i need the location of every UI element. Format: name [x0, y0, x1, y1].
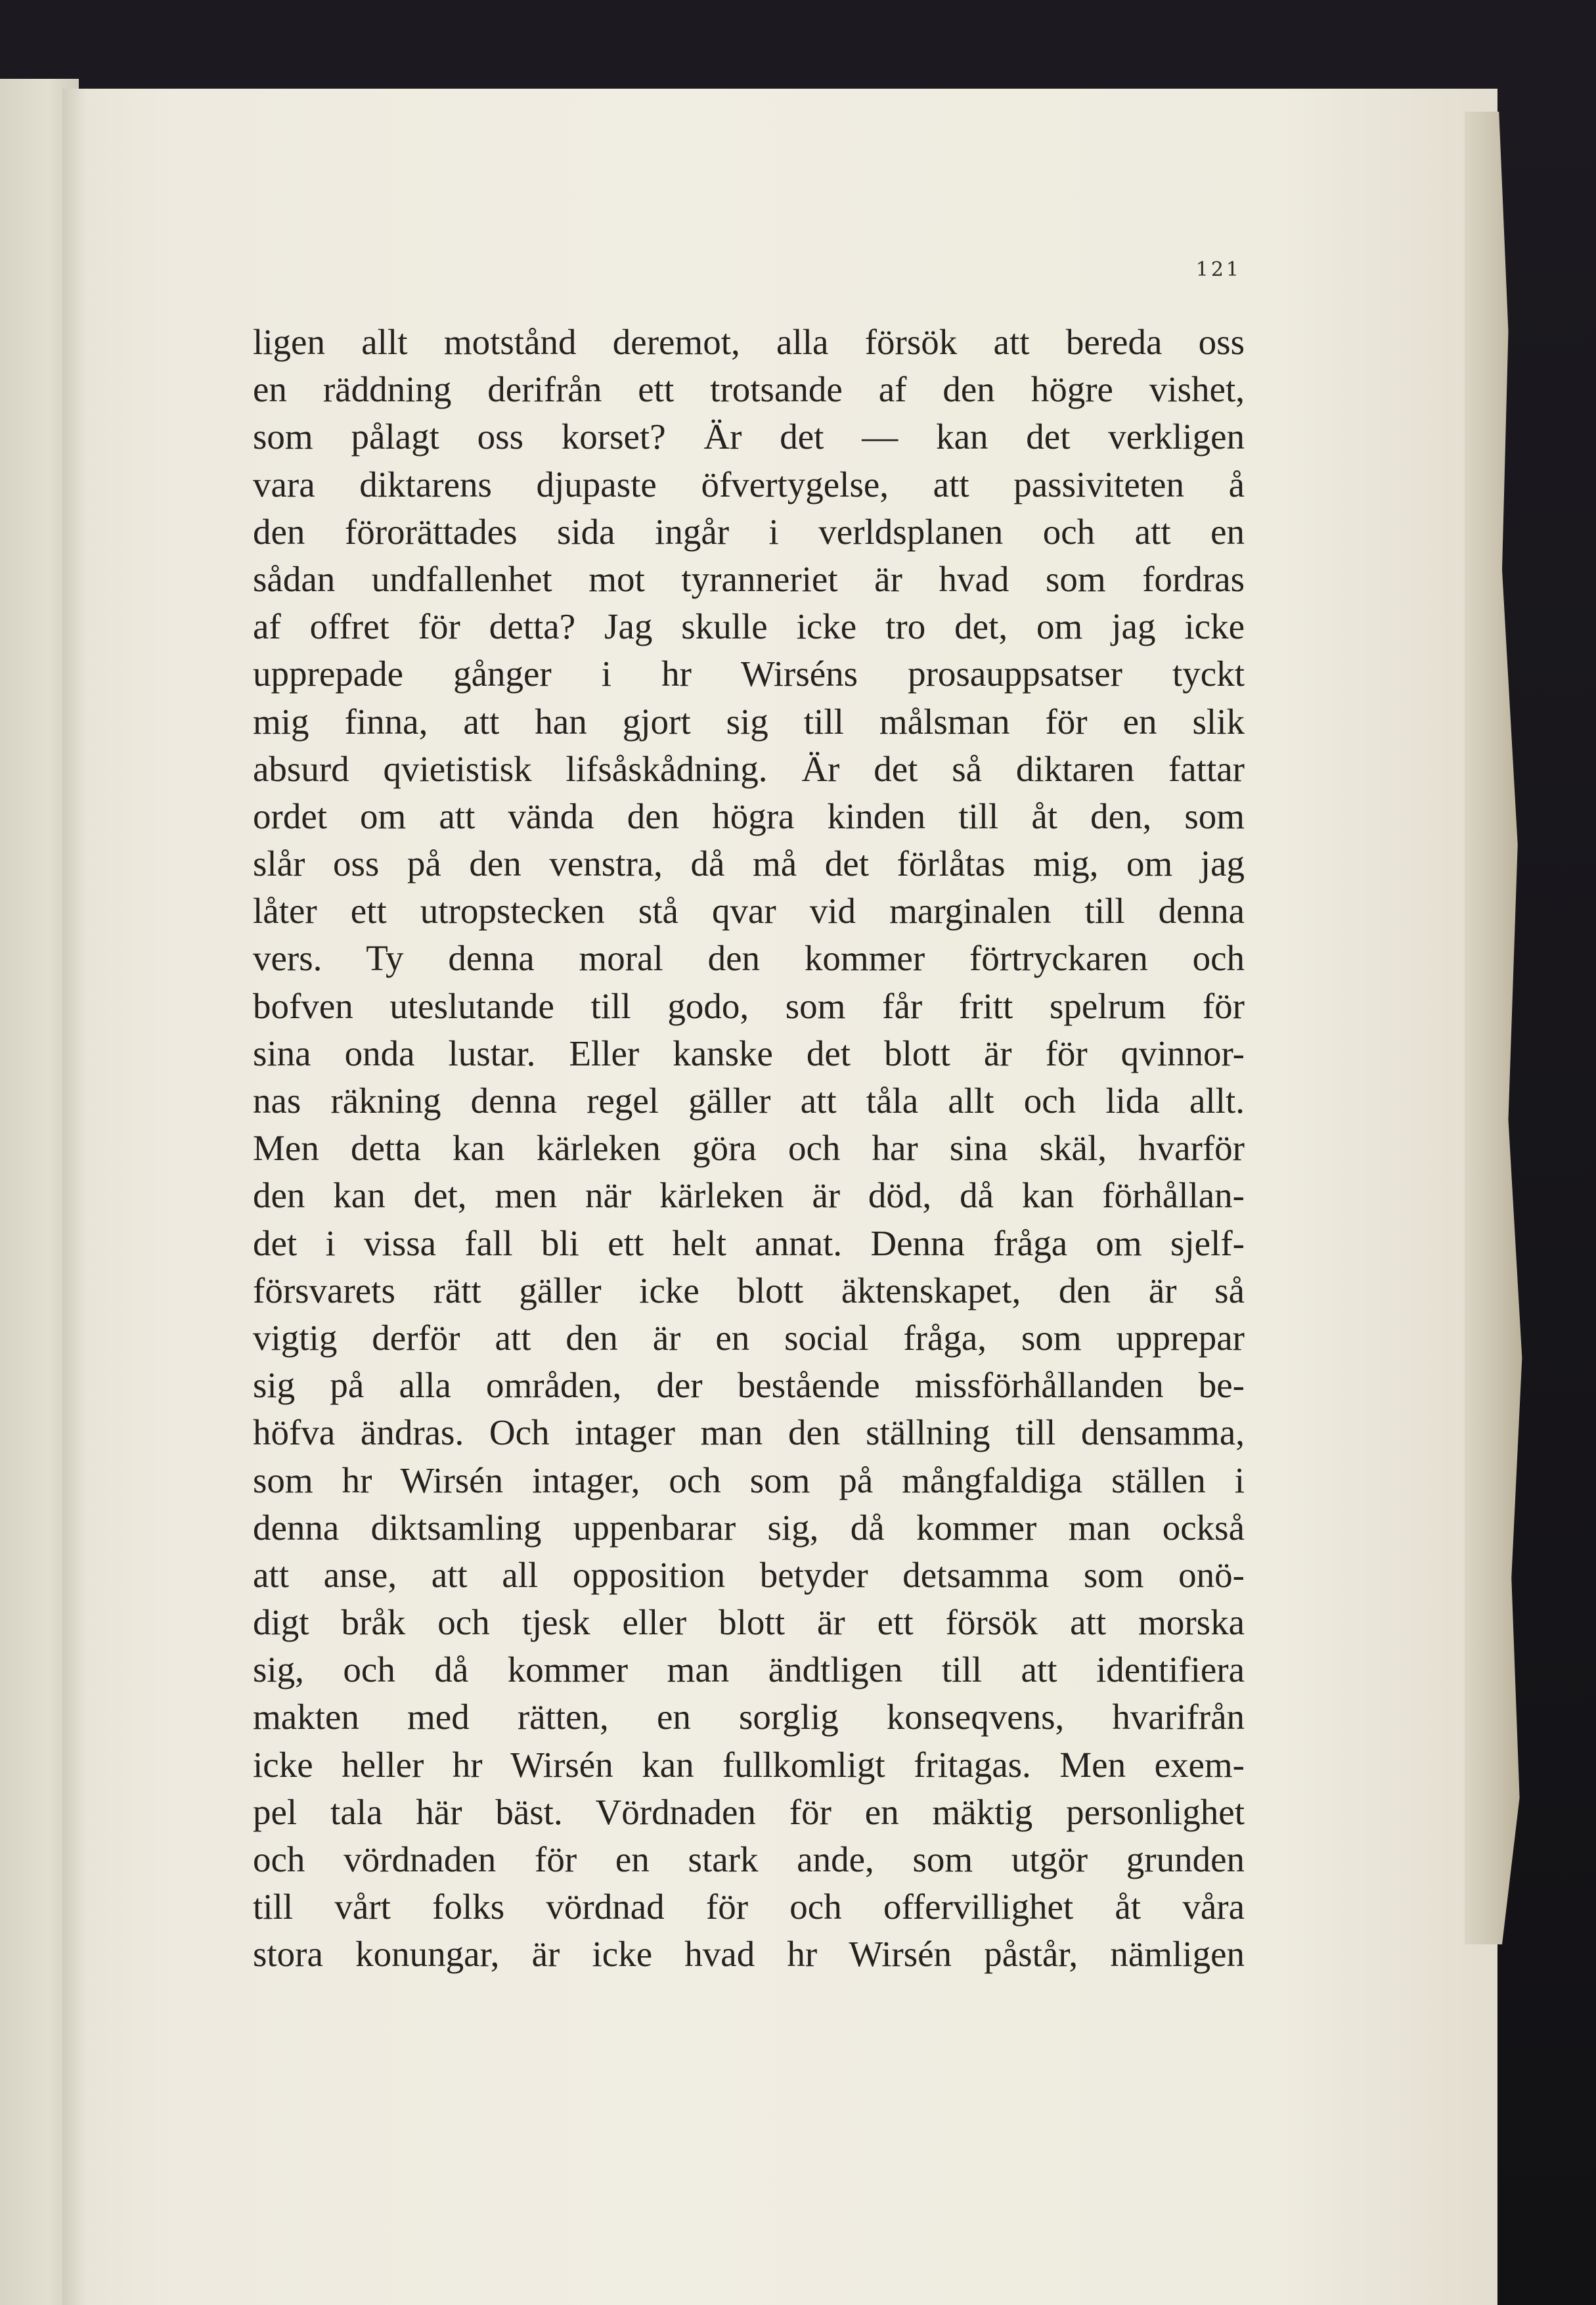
text-line: absurd qvietistisk lifsåskådning. Är det så diktaren fattar: [253, 748, 1245, 789]
text-line: vigtig derför att den är en social fråga, som upprepar: [253, 1317, 1245, 1358]
text-line: nas räkning denna regel gäller att tåla allt och lida allt.: [253, 1081, 1245, 1121]
text-line: slår oss på den venstra, då må det förlåtas mig, om jag: [253, 843, 1245, 884]
text-line: bofven uteslutande till godo, som får fritt spelrum för: [253, 985, 1245, 1026]
text-line: som pålagt oss korset? Är det — kan det verkligen: [253, 416, 1245, 457]
text-line: det i vissa fall bli ett helt annat. Denna fråga om sjelf-: [253, 1222, 1245, 1263]
text-line: Men detta kan kärleken göra och har sina skäl, hvarför: [253, 1128, 1245, 1169]
text-line: den förorättades sida ingår i verldsplanen och att en: [253, 511, 1245, 552]
page-gutter: [62, 89, 85, 2305]
text-line: sådan undfallenhet mot tyranneriet är hvad som fordras: [253, 558, 1245, 599]
text-line: makten med rätten, en sorglig konseqvens, hvarifrån: [253, 1697, 1245, 1737]
text-line: sina onda lustar. Eller kanske det blott är för qvinnor-: [253, 1033, 1245, 1073]
text-line: upprepade gånger i hr Wirséns prosauppsatser tyckt: [253, 654, 1245, 694]
text-line: en räddning derifrån ett trotsande af den högre vishet,: [253, 369, 1245, 410]
text-line: mig finna, att han gjort sig till målsman för en slik: [253, 701, 1245, 742]
text-line: icke heller hr Wirsén kan fullkomligt fritagas. Men exem-: [253, 1744, 1245, 1785]
text-line: ligen allt motstånd deremot, alla försök att bereda oss: [253, 322, 1245, 362]
text-line: vara diktarens djupaste öfvertygelse, att passiviteten å: [253, 464, 1245, 504]
text-line: försvarets rätt gäller icke blott äktenskapet, den är så: [253, 1270, 1245, 1310]
text-line: pel tala här bäst. Vördnaden för en mäktig personlighet: [253, 1791, 1245, 1832]
text-line: som hr Wirsén intager, och som på mångfaldiga ställen i: [253, 1460, 1245, 1500]
text-line: och vördnaden för en stark ande, som utgör grunden: [253, 1839, 1245, 1879]
text-line: att anse, att all opposition betyder detsamma som onö-: [253, 1554, 1245, 1595]
text-line: vers. Ty denna moral den kommer förtryckaren och: [253, 938, 1245, 979]
text-line: ordet om att vända den högra kinden till åt den, som: [253, 795, 1245, 836]
text-line: sig på alla områden, der bestående missförhållanden be-: [253, 1365, 1245, 1406]
text-line: sig, och då kommer man ändtligen till att identifiera: [253, 1649, 1245, 1690]
text-line: denna diktsamling uppenbarar sig, då kommer man också: [253, 1507, 1245, 1548]
text-line: höfva ändras. Och intager man den ställning till densamma,: [253, 1412, 1245, 1453]
text-line: af offret för detta? Jag skulle icke tro det, om jag icke: [253, 606, 1245, 647]
text-line: till vårt folks vördnad för och offervillighet åt våra: [253, 1887, 1245, 1927]
body-text: [253, 319, 1245, 1979]
text-line: låter ett utropstecken stå qvar vid marginalen till denna: [253, 891, 1245, 931]
text-line: digt bråk och tjesk eller blott är ett försök att morska: [253, 1602, 1245, 1643]
text-line: den kan det, men när kärleken är död, då kan förhållan-: [253, 1175, 1245, 1216]
page-number: 121: [1195, 258, 1241, 281]
text-line: stora konungar, är icke hvad hr Wirsén påstår, nämligen: [253, 1934, 1245, 1975]
